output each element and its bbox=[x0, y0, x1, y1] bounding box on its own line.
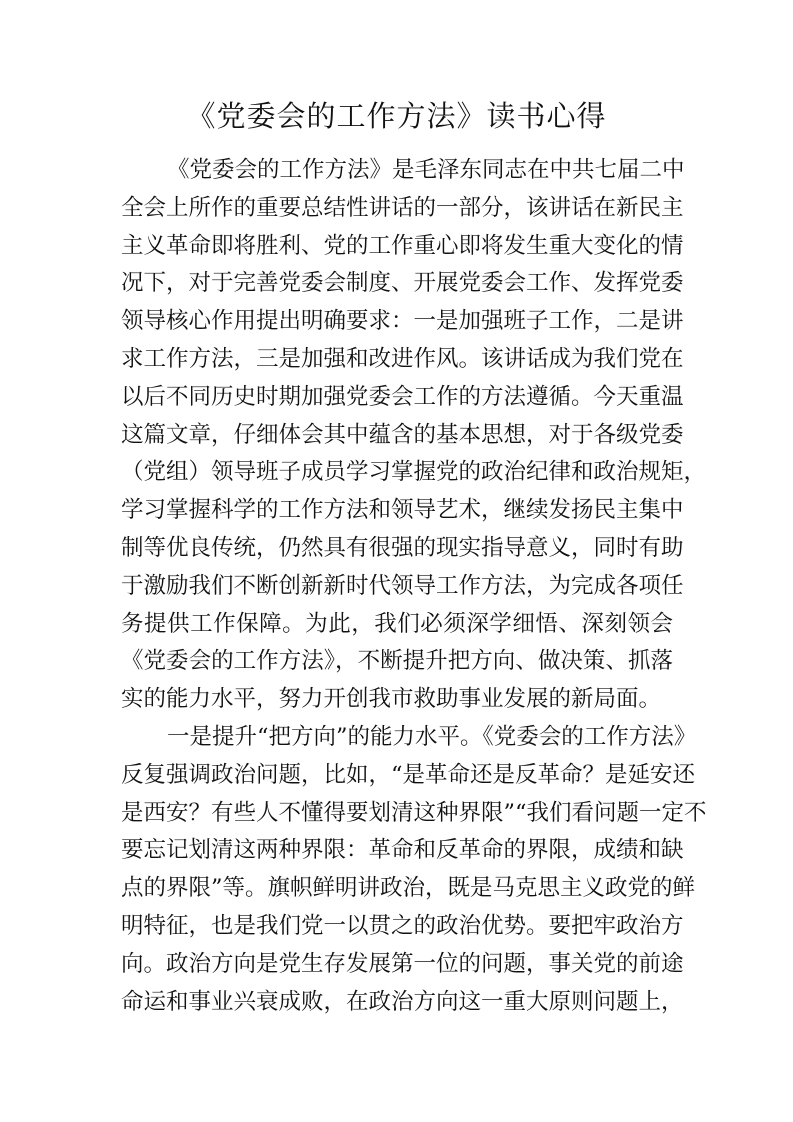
paragraph-line: 于激励我们不断创新新时代领导工作方法，为完成各项任 bbox=[121, 572, 684, 599]
document-body bbox=[121, 152, 707, 1021]
paragraph-line: 明特征，也是我们党一以贯之的政治优势。要把牢政治方 bbox=[121, 912, 684, 939]
paragraph-line: 点的界限”等。旗帜鲜明讲政治，既是马克思主义政党的鲜 bbox=[121, 875, 696, 902]
paragraph-line: 全会上所作的重要总结性讲话的一部分，该讲话在新民主 bbox=[121, 194, 684, 221]
paragraph-line: 况下，对于完善党委会制度、开展党委会工作、发挥党委 bbox=[121, 270, 684, 297]
paragraph-line: （党组）领导班子成员学习掌握党的政治纪律和政治规矩， bbox=[121, 459, 707, 486]
paragraph-line: 主义革命即将胜利、党的工作重心即将发生重大变化的情 bbox=[121, 232, 684, 259]
paragraph-line: 领导核心作用提出明确要求：一是加强班子工作，二是讲 bbox=[121, 308, 684, 335]
paragraph-line: 《党委会的工作方法》是毛泽东同志在中共七届二中 bbox=[167, 157, 685, 183]
paragraph-line: 是西安？有些人不懂得要划清这种界限”“我们看问题一定不 bbox=[121, 799, 707, 826]
paragraph-line: 要忘记划清这两种界限：革命和反革命的界限，成绩和缺 bbox=[121, 837, 684, 864]
paragraph-line: 向。政治方向是党生存发展第一位的问题，事关党的前途 bbox=[121, 950, 684, 977]
paragraph-line: 这篇文章，仔细体会其中蕴含的基本思想，对于各级党委 bbox=[121, 421, 684, 448]
paragraph-line: 命运和事业兴衰成败，在政治方向这一重大原则问题上， bbox=[121, 988, 684, 1015]
paragraph-line: 反复强调政治问题，比如，“是革命还是反革命？是延安还 bbox=[121, 761, 696, 788]
paragraph-line: 制等优良传统，仍然具有很强的现实指导意义，同时有助 bbox=[121, 534, 684, 561]
document-title: 《党委会的工作方法》读书心得 bbox=[186, 99, 607, 133]
paragraph-line: 学习掌握科学的工作方法和领导艺术，继续发扬民主集中 bbox=[121, 497, 684, 524]
paragraph-line: 实的能力水平，努力开创我市救助事业发展的新局面。 bbox=[121, 686, 662, 713]
paragraph-line: 求工作方法，三是加强和改进作风。该讲话成为我们党在 bbox=[121, 345, 684, 372]
paragraph-line: 以后不同历史时期加强党委会工作的方法遵循。今天重温 bbox=[121, 383, 684, 410]
paragraph-line: 务提供工作保障。为此，我们必须深学细悟、深刻领会 bbox=[121, 610, 673, 637]
paragraph-line: 一是提升“把方向”的能力水平。《党委会的工作方法》 bbox=[167, 723, 697, 750]
paragraph-line: 《党委会的工作方法》，不断提升把方向、做决策、抓落 bbox=[121, 648, 673, 675]
